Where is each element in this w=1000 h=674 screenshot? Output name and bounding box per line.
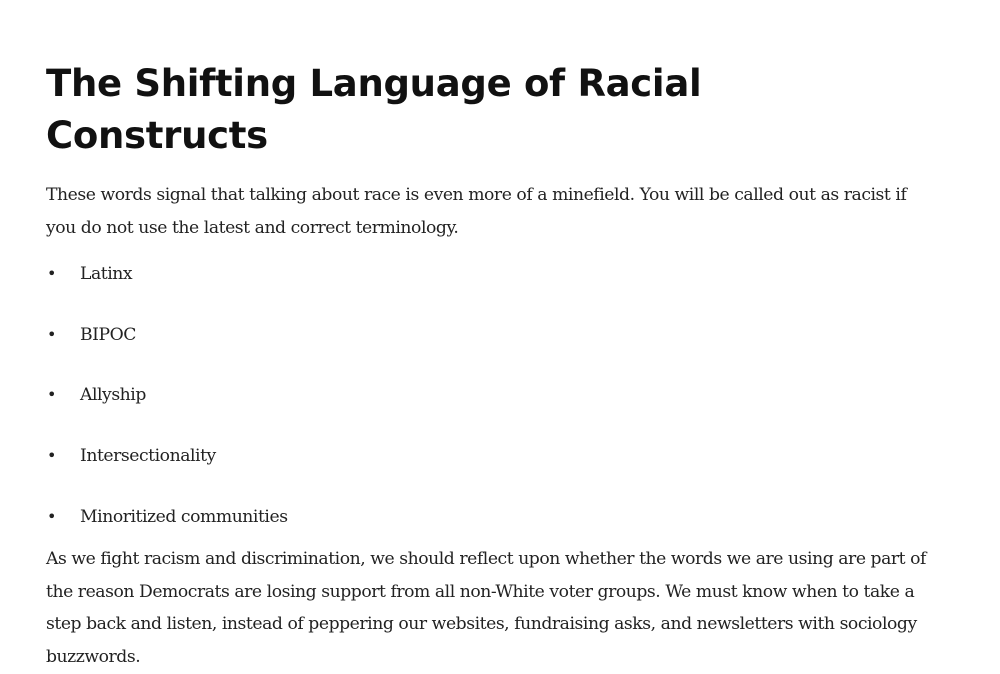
list-item — [46, 440, 926, 501]
bullet-icon: • — [47, 324, 56, 344]
bullet-icon: • — [47, 506, 56, 526]
list-item — [46, 379, 926, 440]
term-label: Latinx — [80, 264, 133, 285]
terms-list — [46, 258, 926, 561]
term-label: BIPOC — [80, 324, 136, 345]
list-item — [46, 501, 926, 562]
article-title: The Shifting Language of Racial Constructs — [46, 62, 702, 157]
list-item — [46, 258, 926, 319]
bullet-icon: • — [47, 385, 56, 405]
bullet-icon: • — [47, 264, 56, 284]
term-label: Allyship — [80, 385, 146, 406]
outro-paragraph: As we fight racism and discrimination, we should reflect upon whether the words we are using are part of the reason Democrats are losing support from all non-White voter groups. We must know when to take a step back and listen, instead of peppering our websites, fundraising asks, and newsletters with sociology buzzwords. — [46, 549, 926, 667]
term-label: Intersectionality — [80, 445, 216, 466]
list-item — [46, 319, 926, 380]
intro-paragraph: These words signal that talking about race is even more of a minefield. You will be called out as racist if you do not use the latest and correct terminology. — [46, 185, 907, 238]
term-label: Minoritized communities — [80, 506, 288, 527]
bullet-icon: • — [47, 445, 56, 465]
